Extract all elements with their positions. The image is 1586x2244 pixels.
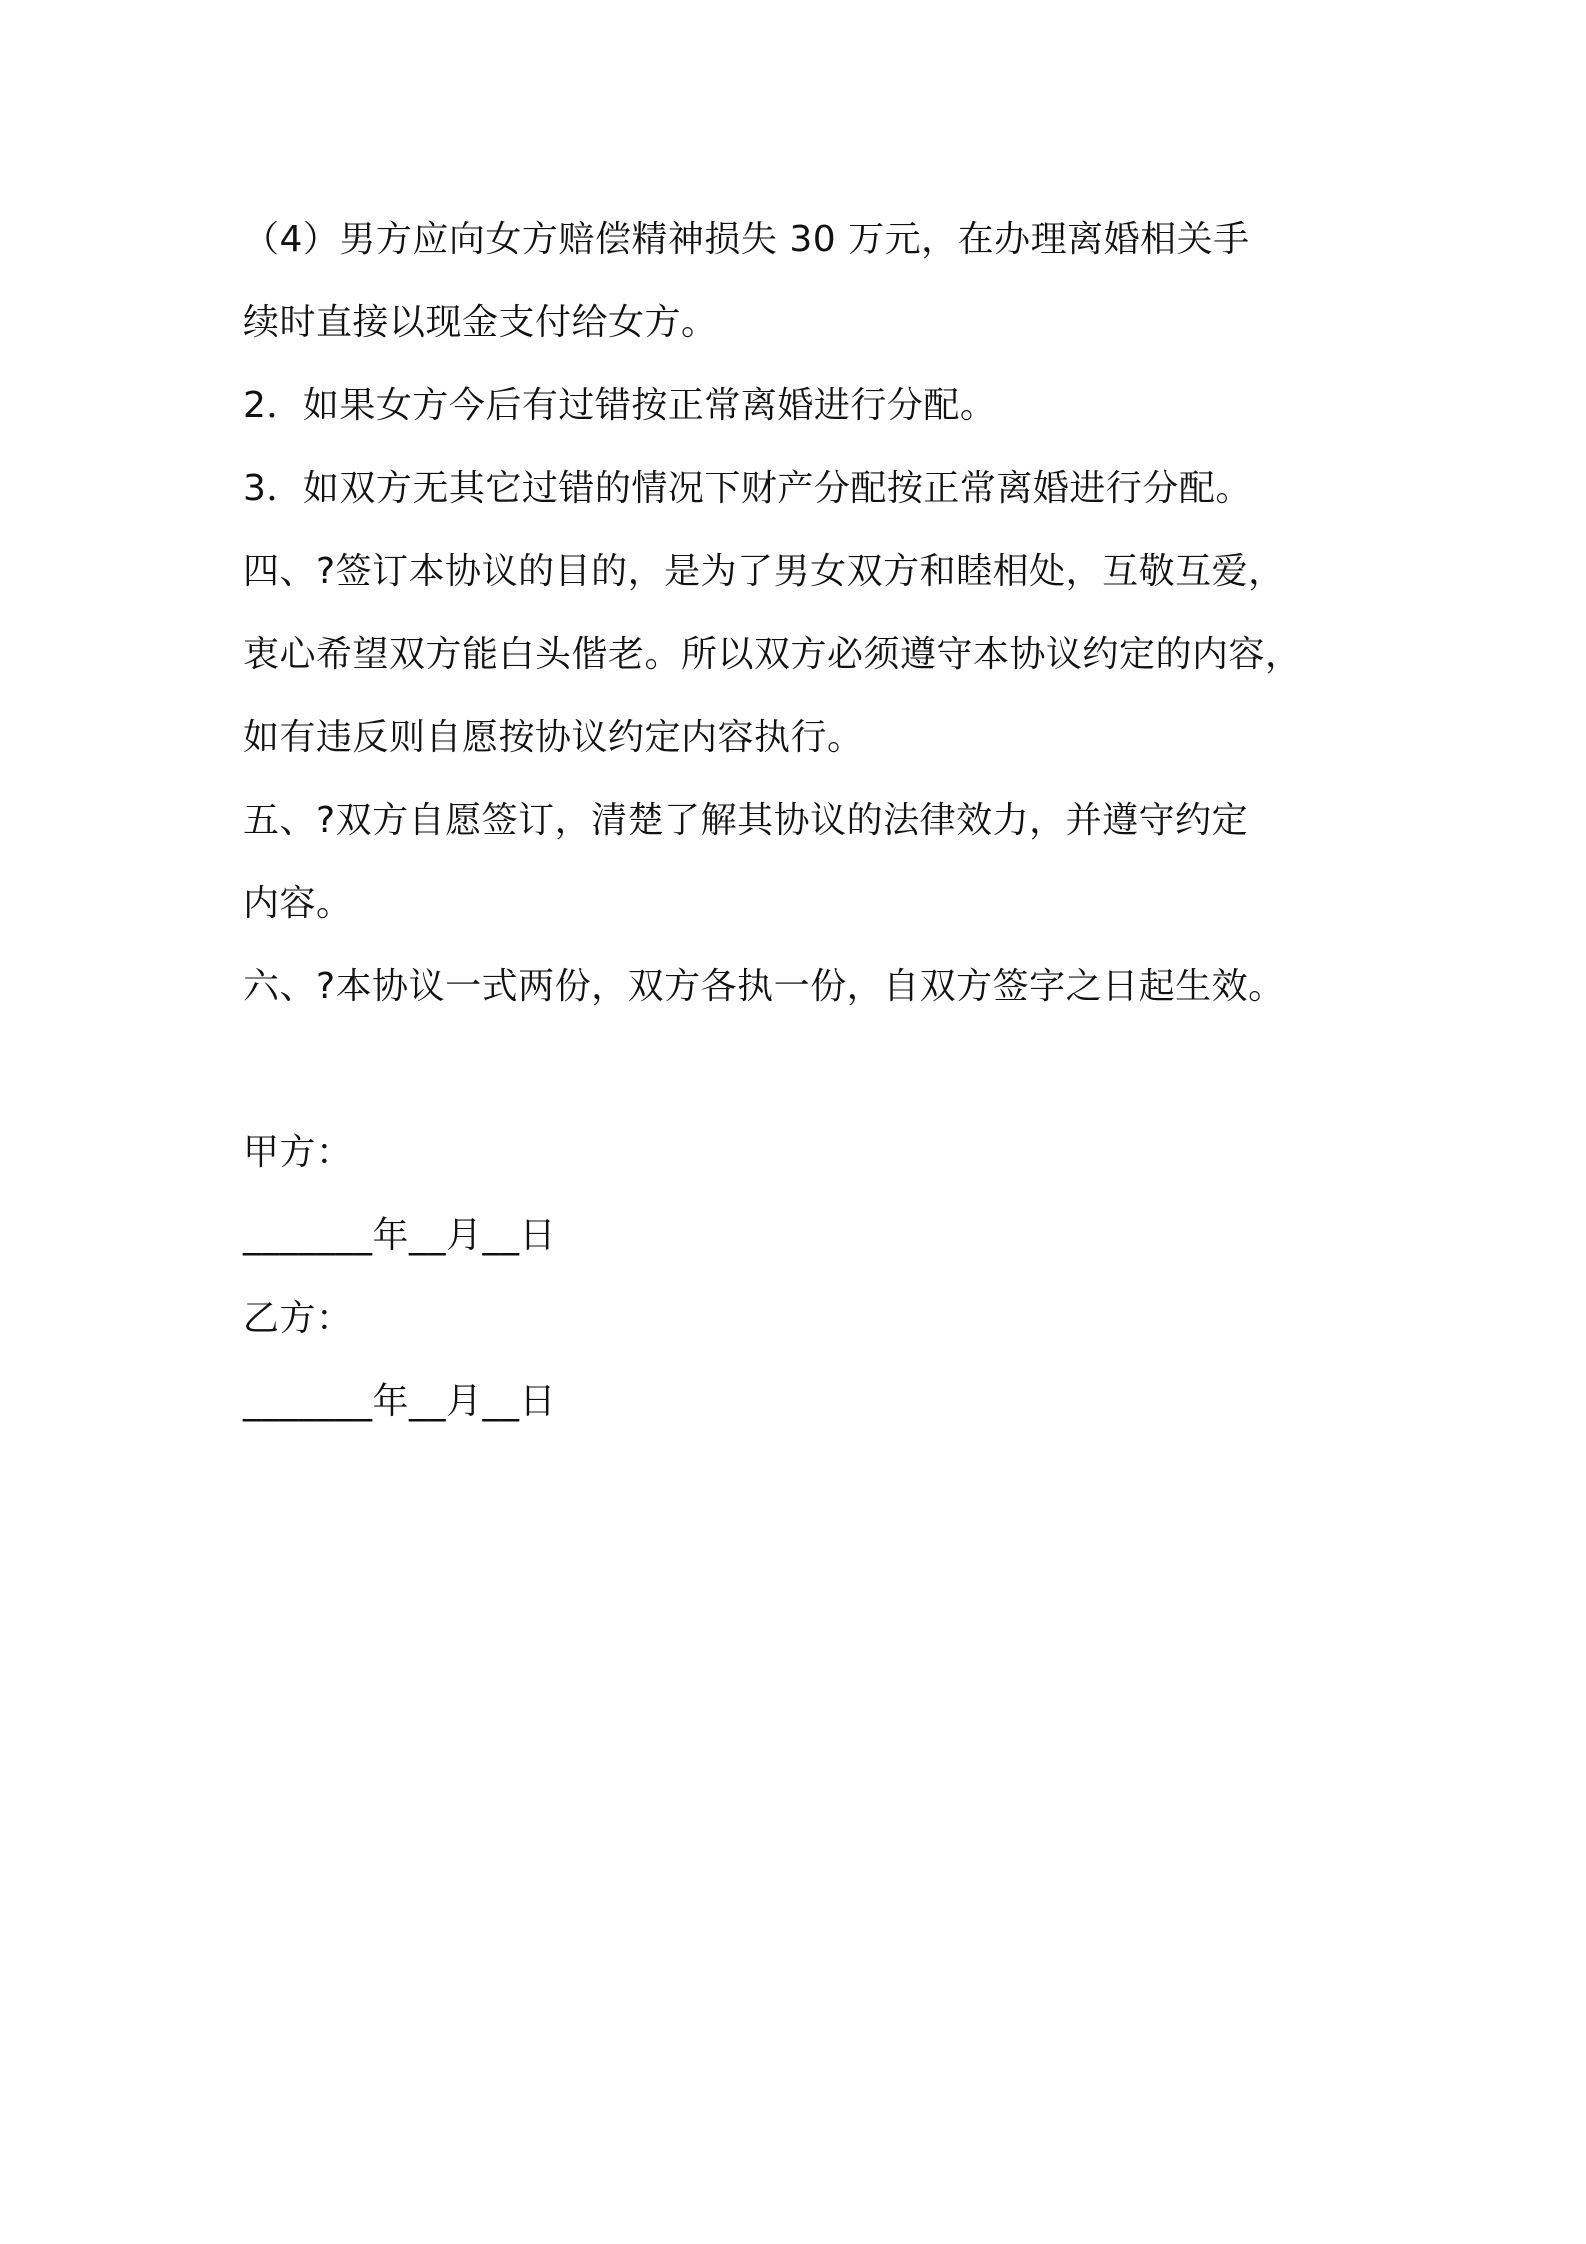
party-b-date: _______年__月__日 [243,1381,557,1422]
spacer [243,1028,1363,1111]
clause-2: 2．如果女方今后有过错按正常离婚进行分配。 [243,385,997,426]
section-6: 六、?本协议一式两份，双方各执一份，自双方签字之日起生效。 [243,966,1285,1007]
clause-4-line-2: 续时直接以现金支付给女方。 [243,302,718,343]
section-4-line-1: 四、?签订本协议的目的，是为了男女双方和睦相处，互敬互爱， [243,551,1285,592]
party-a-label: 甲方： [243,1132,353,1173]
clause-4-line-1: （4）男方应向女方赔偿精神损失 30 万元，在办理离婚相关手 [243,219,1250,260]
document-body [243,198,1363,1443]
section-4-line-2: 衷心希望双方能白头偕老。所以双方必须遵守本协议约定的内容， [243,634,1302,675]
section-5-line-1: 五、?双方自愿签订，清楚了解其协议的法律效力，并遵守约定 [243,800,1249,841]
party-a-date: _______年__月__日 [243,1215,557,1256]
party-b-label: 乙方： [243,1298,353,1339]
section-4-line-3: 如有违反则自愿按协议约定内容执行。 [243,717,864,758]
section-5-line-2: 内容。 [243,883,353,924]
clause-3: 3．如双方无其它过错的情况下财产分配按正常离婚进行分配。 [243,468,1252,509]
